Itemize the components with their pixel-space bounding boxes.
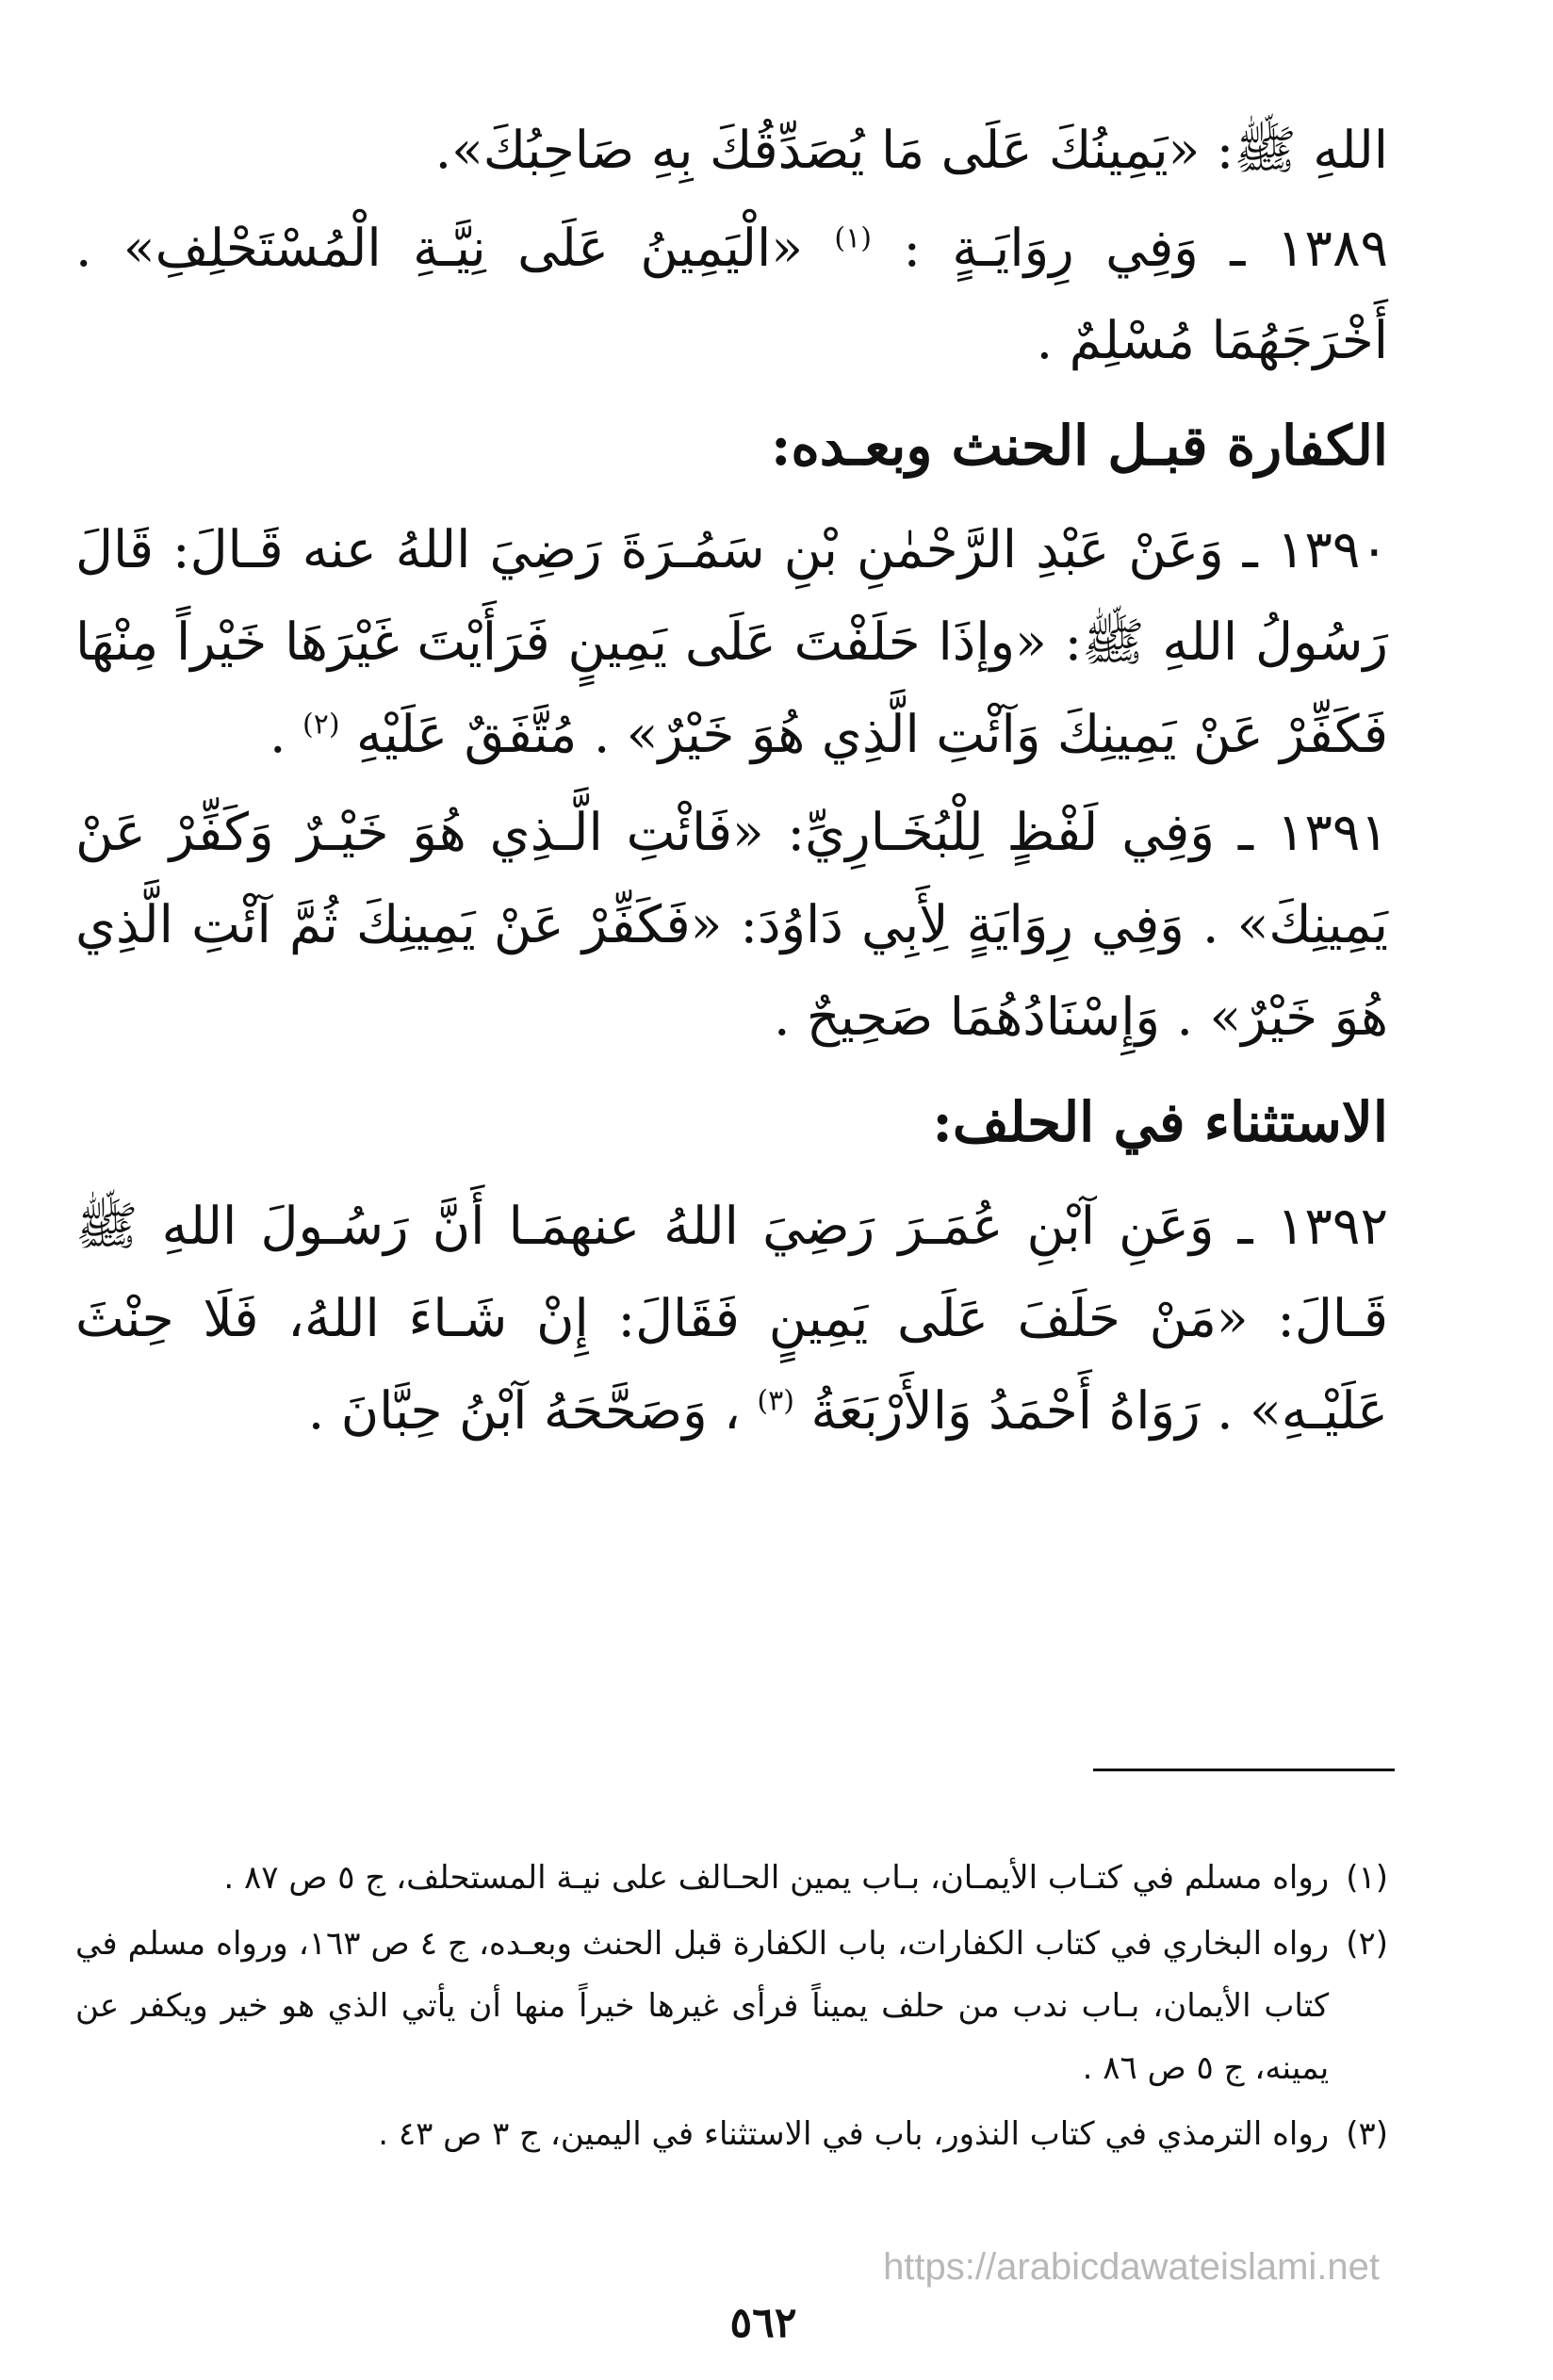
page-number: ٥٦٢ — [729, 2299, 797, 2347]
footnote-2 — [75, 1913, 1388, 2099]
hadith-text: ١٣٩١ ـ وَفِي لَفْظٍ لِلْبُخَـارِيِّ: «فَائْتِ الَّـذِي هُوَ خَيْـرٌ وَكَفِّرْ عَنْ يَمِينِكَ» . وَفِي رِوَايَةٍ لِأَبِي دَاوُدَ: «فَكَفِّرْ عَنْ يَمِينِكَ ثُمَّ آئْتِ الَّذِي هُوَ خَيْرٌ» . وَإِسْنَادُهُمَا صَحِيحٌ . — [75, 802, 1388, 1047]
footnote-ref-3[interactable]: (٣) — [757, 1384, 794, 1418]
hadith-text: ١٣٩٠ ـ وَعَنْ عَبْدِ الرَّحْمٰنِ بْنِ سَمُـرَةَ رَضِيَ اللهُ عنه قَـالَ: قَالَ رَسُولُ اللهِ ﷺ: «وإذَا حَلَفْتَ عَلَى يَمِينٍ فَرَأَيْتَ غَيْرَهَا خَيْراً مِنْهَا فَكَفِّرْ عَنْ يَمِينِكَ وَآئْتِ الَّذِي هُوَ خَيْرٌ» . مُتَّفَقٌ عَلَيْهِ — [75, 519, 1388, 764]
section-heading-expiation: الكفارة قبـل الحنث وبعـده: — [771, 414, 1388, 478]
footnote-number: (١) — [1346, 1859, 1388, 1897]
hadith-text: «الْيَمِينُ عَلَى نِيَّـةِ الْمُسْتَحْلِفِ» . أَخْرَجَهُمَا مُسْلِمٌ . — [75, 218, 1388, 370]
footnote-divider — [1093, 1769, 1395, 1771]
hadith-text: . — [270, 704, 286, 764]
paragraph-continuation — [75, 104, 1388, 196]
footnote-number: (٢) — [1346, 1925, 1388, 1963]
watermark-url: https://arabicdawateislami.net — [883, 2246, 1380, 2288]
footnote-ref-1[interactable]: (١) — [834, 221, 872, 255]
footnote-text: رواه البخاري في كتاب الكفارات، باب الكفارة قبل الحنث وبعـده، ج ٤ ص ١٦٣، ورواه مسلم في كتاب الأيمان، بـاب ندب من حلف يميناً فرأى غيرها خيراً منها أن يأتي الذي هو خير ويكفر عن يمينه، ج ٥ ص ٨٦ . — [75, 1925, 1330, 2087]
hadith-text: ١٣٨٩ ـ وَفِي رِوَايَـةٍ : — [903, 218, 1389, 278]
footnotes-section — [75, 1847, 1388, 2169]
footnote-1 — [75, 1847, 1388, 1909]
hadith-1392 — [75, 1180, 1388, 1457]
section-heading-exception: الاستثناء في الحلف: — [932, 1090, 1388, 1154]
hadith-1391 — [75, 786, 1388, 1063]
hadith-text: ، وَصَحَّحَهُ آبْنُ حِبَّانَ . — [307, 1380, 741, 1441]
hadith-1389 — [75, 202, 1388, 386]
main-text — [75, 104, 1388, 1457]
hadith-text: ١٣٩٢ ـ وَعَنِ آبْنِ عُمَـرَ رَضِيَ اللهُ عنهمَـا أَنَّ رَسُـولَ اللهِ ﷺ قَـالَ: «مَنْ حَلَفَ عَلَى يَمِينٍ فَقَالَ: إِنْ شَـاءَ اللهُ، فَلَا حِنْثَ عَلَيْـهِ» . رَوَاهُ أَحْمَدُ وَالأَرْبَعَةُ — [75, 1196, 1388, 1441]
paragraph-text: اللهِ ﷺ: «يَمِينُكَ عَلَى مَا يُصَدِّقُكَ بِهِ صَاحِبُكَ». — [434, 120, 1388, 180]
footnote-number: (٣) — [1346, 2115, 1388, 2153]
footnote-ref-2[interactable]: (٢) — [302, 708, 340, 742]
hadith-1390 — [75, 503, 1388, 780]
footnote-text: رواه مسلم في كتـاب الأيمـان، بـاب يمين الحـالف على نيـة المستحلف، ج ٥ ص ٨٧ . — [223, 1859, 1330, 1897]
footnote-text: رواه الترمذي في كتاب النذور، باب في الاستثناء في اليمين، ج ٣ ص ٤٣ . — [378, 2115, 1330, 2153]
footnote-3 — [75, 2103, 1388, 2165]
